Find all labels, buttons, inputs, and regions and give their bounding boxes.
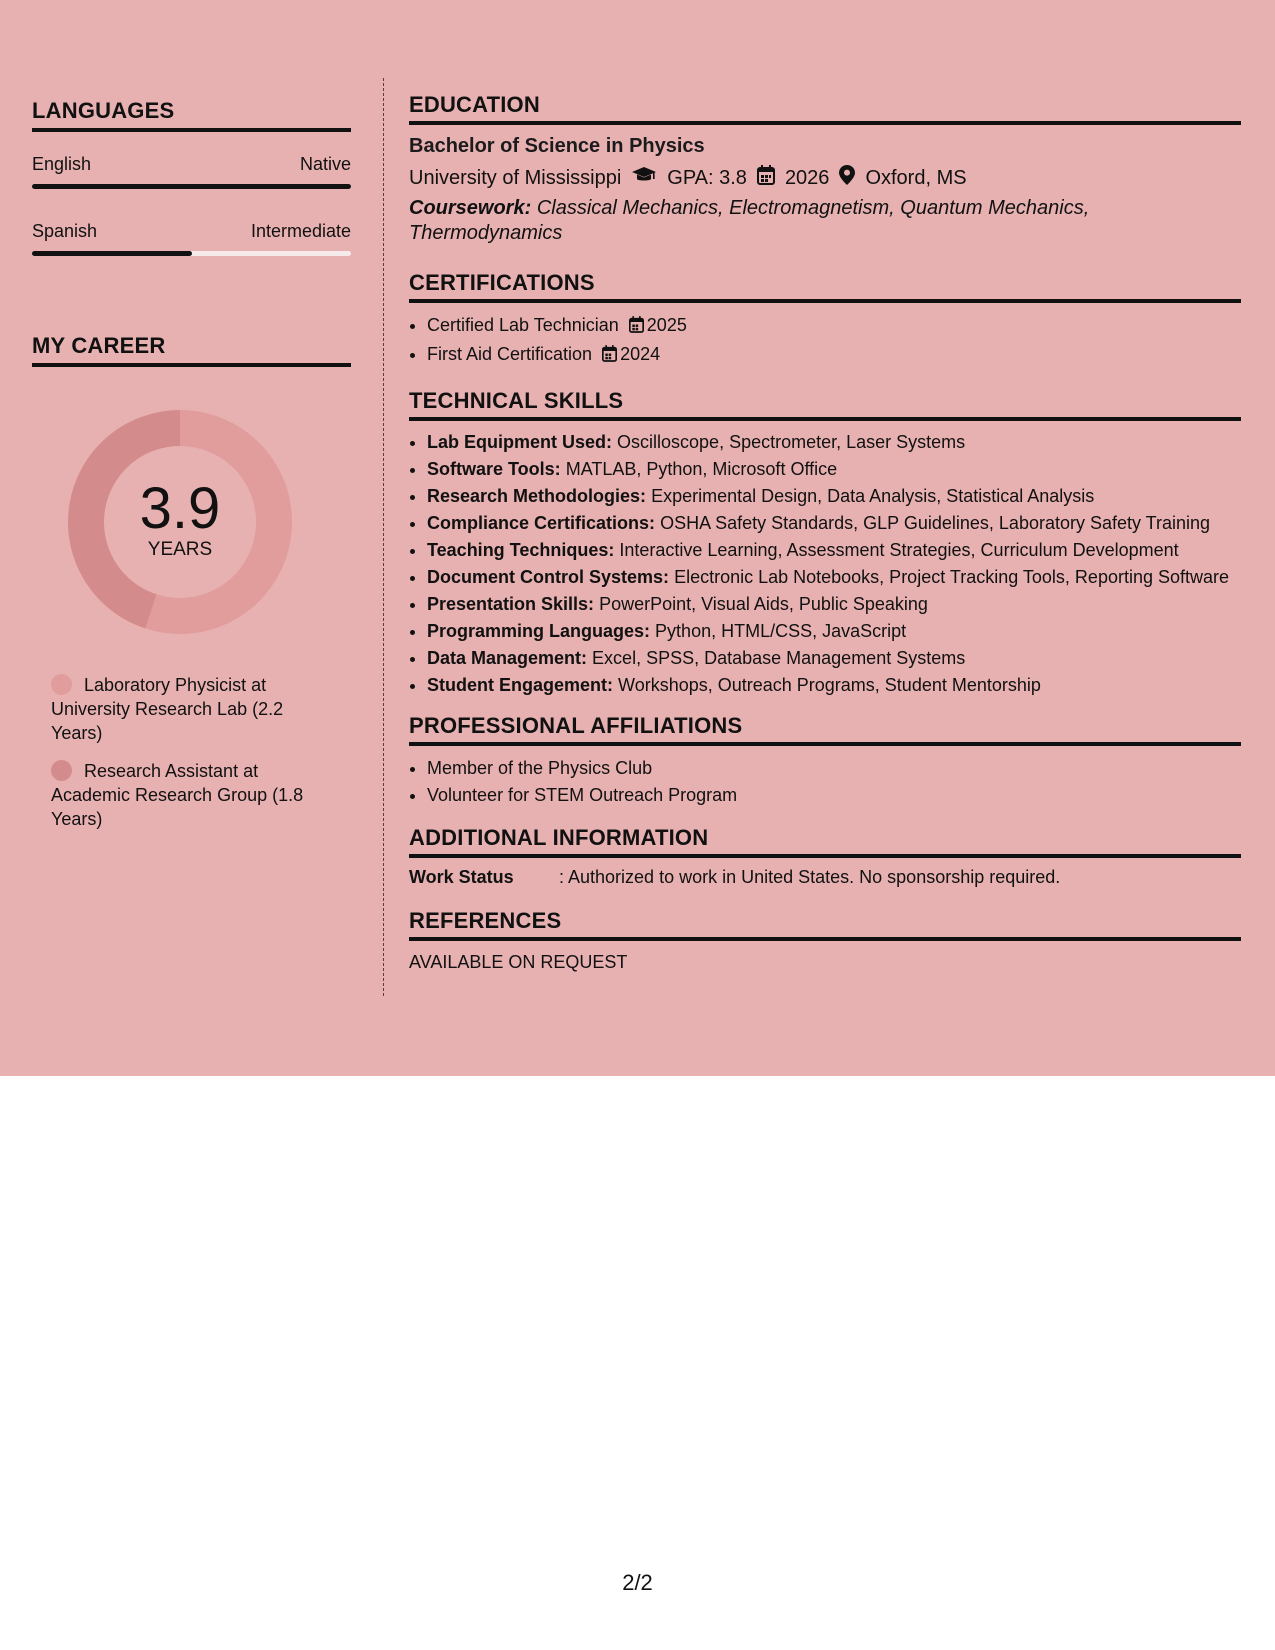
coursework-label: Coursework: (409, 197, 532, 219)
references-heading: REFERENCES (409, 908, 1241, 941)
references-text: AVAILABLE ON REQUEST (409, 952, 628, 972)
skill-label: Data Management: (427, 648, 588, 668)
skill-value: MATLAB, Python, Microsoft Office (565, 459, 838, 479)
career-heading: MY CAREER (32, 333, 351, 367)
certification-year: 2025 (646, 315, 687, 335)
certification-name: First Aid Certification (427, 344, 593, 364)
list-item (427, 511, 1241, 535)
coursework (409, 196, 1241, 246)
list-item (427, 646, 1241, 670)
list-item: • Member of the Physics Club (427, 755, 1241, 782)
skill-value: Experimental Design, Data Analysis, Statistical Analysis (651, 486, 1095, 506)
skills-list (409, 430, 1241, 697)
work-status-label: Work Status (409, 867, 514, 887)
list-item (427, 430, 1241, 454)
skill-value: PowerPoint, Visual Aids, Public Speaking (599, 594, 928, 614)
legend-item (51, 673, 331, 745)
graduation-year: 2026 (784, 166, 830, 189)
column-divider (383, 78, 384, 996)
legend-item (51, 759, 331, 831)
language-item (32, 154, 351, 189)
education-heading: EDUCATION (409, 92, 1241, 125)
list-item (427, 341, 1241, 370)
legend-label: Research Assistant at Academic Research Group (1.8 Years) (51, 761, 304, 829)
certification-name: Certified Lab Technician (427, 315, 619, 335)
education-details (409, 165, 1241, 191)
career-total: 3.9 (139, 476, 221, 541)
skill-value: OSHA Safety Standards, GLP Guidelines, Laboratory Safety Training (660, 513, 1211, 533)
list-item: • Volunteer for STEM Outreach Program (427, 782, 1241, 809)
certification-year: 2024 (620, 344, 661, 364)
list-item (427, 457, 1241, 481)
list-item (427, 538, 1241, 562)
calendar-icon (757, 165, 775, 191)
career-donut-chart (65, 407, 295, 637)
skill-value: Electronic Lab Notebooks, Project Tracking Tools, Reporting Software (674, 567, 1230, 587)
skill-label: Presentation Skills: (427, 594, 595, 614)
language-bar-fill (32, 184, 351, 189)
calendar-icon (602, 343, 617, 370)
list-item (427, 312, 1241, 341)
skill-label: Research Methodologies: (427, 486, 647, 506)
work-status-value: : Authorized to work in United States. No sponsorship required. (559, 867, 1061, 887)
skill-label: Compliance Certifications: (427, 513, 656, 533)
language-bar (32, 251, 351, 256)
additional-info-section (409, 825, 1241, 888)
skill-value: Workshops, Outreach Programs, Student Mentorship (618, 675, 1041, 695)
language-level: Native (299, 154, 351, 174)
skill-label: Lab Equipment Used: (427, 432, 613, 452)
map-pin-icon (839, 165, 855, 191)
school: University of Mississippi (409, 166, 622, 189)
gpa: GPA: 3.8 (667, 166, 747, 189)
affiliations-section (409, 713, 1241, 809)
coursework-list: Classical Mechanics, Electromagnetism, Quantum Mechanics, Thermodynamics (409, 197, 1090, 244)
list-item (427, 592, 1241, 616)
language-item (32, 221, 351, 256)
skill-value: Python, HTML/CSS, JavaScript (655, 621, 907, 641)
career-legend (51, 673, 331, 831)
languages-heading: LANGUAGES (32, 98, 351, 132)
calendar-icon (629, 314, 644, 341)
skill-value: Excel, SPSS, Database Management Systems (592, 648, 966, 668)
skill-label: Student Engagement: (427, 675, 614, 695)
page-number: 2/2 (622, 1570, 653, 1595)
skill-label: Software Tools: (427, 459, 561, 479)
career-unit: YEARS (147, 539, 213, 560)
right-column (409, 92, 1241, 973)
language-name: English (32, 154, 92, 174)
legend-label: Laboratory Physicist at University Research Lab (2.2 Years) (51, 675, 284, 743)
list-item (427, 565, 1241, 589)
technical-skills-heading: TECHNICAL SKILLS (409, 388, 1241, 421)
additional-info-heading: ADDITIONAL INFORMATION (409, 825, 1241, 858)
skill-value: Oscilloscope, Spectrometer, Laser Systems (617, 432, 966, 452)
references-section (409, 908, 1241, 973)
technical-skills-section (409, 388, 1241, 697)
education-section (409, 92, 1241, 246)
list-item (427, 484, 1241, 508)
list-item (427, 673, 1241, 697)
graduation-cap-icon (631, 166, 657, 190)
skill-value: Interactive Learning, Assessment Strategies, Curriculum Development (619, 540, 1179, 560)
list-item (427, 619, 1241, 643)
left-column (32, 98, 351, 845)
affiliations-heading: PROFESSIONAL AFFILIATIONS (409, 713, 1241, 746)
certifications-list (409, 312, 1241, 370)
language-level: Intermediate (250, 221, 351, 241)
language-name: Spanish (32, 221, 98, 241)
legend-dot (51, 674, 72, 695)
skill-label: Document Control Systems: (427, 567, 670, 587)
skill-label: Programming Languages: (427, 621, 651, 641)
work-status (409, 867, 1241, 888)
skill-label: Teaching Techniques: (427, 540, 615, 560)
language-bar-fill (32, 251, 192, 256)
legend-dot (51, 760, 72, 781)
certifications-heading: CERTIFICATIONS (409, 270, 1241, 303)
certifications-section (409, 270, 1241, 370)
language-bar (32, 184, 351, 189)
degree: Bachelor of Science in Physics (409, 135, 705, 157)
affiliations-list (409, 755, 1241, 809)
location: Oxford, MS (865, 166, 967, 189)
